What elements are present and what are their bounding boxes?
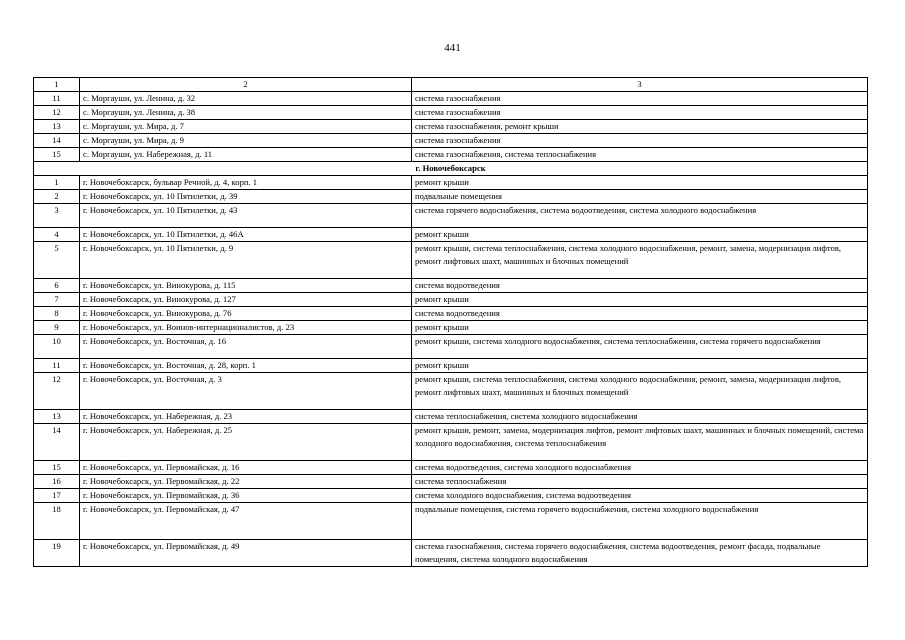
table-row — [34, 489, 868, 503]
row-number: 1 — [34, 176, 80, 190]
row-works: система горячего водоснабжения, система водоотведения, система холодного водоснабжения — [412, 204, 868, 228]
table-row — [34, 475, 868, 489]
row-works: система теплоснабжения, система холодного водоснабжения — [412, 410, 868, 424]
table-row — [34, 424, 868, 461]
row-works: система газоснабжения, система горячего водоснабжения, система водоотведения, ремонт фасада, подвальные помещения, система холодного водоснабжения — [412, 540, 868, 567]
row-address: г. Новочебоксарск, ул. Восточная, д. 28, корп. 1 — [80, 359, 412, 373]
row-address: с. Моргауши, ул. Ленина, д. 38 — [80, 106, 412, 120]
row-address: г. Новочебоксарск, ул. 10 Пятилетки, д. 43 — [80, 204, 412, 228]
row-works: подвальные помещения, система горячего водоснабжения, система холодного водоснабжения — [412, 503, 868, 540]
table-row — [34, 321, 868, 335]
row-address: г. Новочебоксарск, ул. Винокурова, д. 76 — [80, 307, 412, 321]
row-number: 13 — [34, 120, 80, 134]
row-works: система теплоснабжения — [412, 475, 868, 489]
row-number: 13 — [34, 410, 80, 424]
row-address: с. Моргауши, ул. Набережная, д. 11 — [80, 148, 412, 162]
row-address: г. Новочебоксарск, ул. Первомайская, д. 16 — [80, 461, 412, 475]
row-number: 14 — [34, 134, 80, 148]
row-address: г. Новочебоксарск, ул. 10 Пятилетки, д. 9 — [80, 242, 412, 279]
section-title: г. Новочебоксарск — [34, 162, 868, 176]
row-works: система газоснабжения, система теплоснабжения — [412, 148, 868, 162]
row-address: г. Новочебоксарск, ул. Первомайская, д. 47 — [80, 503, 412, 540]
row-works: ремонт крыши — [412, 321, 868, 335]
table-row — [34, 307, 868, 321]
table-row — [34, 120, 868, 134]
row-address: г. Новочебоксарск, ул. Набережная, д. 25 — [80, 424, 412, 461]
row-address: г. Новочебоксарск, ул. 10 Пятилетки, д. 46А — [80, 228, 412, 242]
row-number: 15 — [34, 461, 80, 475]
page-number: 441 — [444, 42, 461, 54]
table-row — [34, 134, 868, 148]
row-works: ремонт крыши — [412, 359, 868, 373]
row-address: г. Новочебоксарск, ул. Набережная, д. 23 — [80, 410, 412, 424]
column-header-1: 1 — [34, 78, 80, 92]
row-works: система водоотведения, система холодного водоснабжения — [412, 461, 868, 475]
row-works: система газоснабжения — [412, 106, 868, 120]
row-works: система газоснабжения — [412, 134, 868, 148]
table-row — [34, 190, 868, 204]
row-address: г. Новочебоксарск, ул. Восточная, д. 3 — [80, 373, 412, 410]
table-row — [34, 176, 868, 190]
table-row — [34, 410, 868, 424]
table-row — [34, 461, 868, 475]
row-address: г. Новочебоксарск, ул. Винокурова, д. 115 — [80, 279, 412, 293]
row-works: система водоотведения — [412, 279, 868, 293]
row-address: с. Моргауши, ул. Мира, д. 9 — [80, 134, 412, 148]
row-address: г. Новочебоксарск, ул. 10 Пятилетки, д. 39 — [80, 190, 412, 204]
row-number: 11 — [34, 92, 80, 106]
column-header-3: 3 — [412, 78, 868, 92]
row-number: 17 — [34, 489, 80, 503]
row-works: система газоснабжения, ремонт крыши — [412, 120, 868, 134]
repair-register-table — [33, 77, 868, 567]
row-number: 9 — [34, 321, 80, 335]
row-number: 5 — [34, 242, 80, 279]
row-works: ремонт крыши, ремонт, замена, модернизация лифтов, ремонт лифтовых шахт, машинных и блочных помещений, система холодного водоснабжения, система теплоснабжения — [412, 424, 868, 461]
row-number: 15 — [34, 148, 80, 162]
table-row — [34, 204, 868, 228]
row-number: 12 — [34, 373, 80, 410]
row-address: г. Новочебоксарск, ул. Первомайская, д. 22 — [80, 475, 412, 489]
table-row — [34, 503, 868, 540]
row-number: 11 — [34, 359, 80, 373]
row-works: подвальные помещения — [412, 190, 868, 204]
row-address: г. Новочебоксарск, ул. Воинов-интернационалистов, д. 23 — [80, 321, 412, 335]
row-address: г. Новочебоксарск, ул. Винокурова, д. 127 — [80, 293, 412, 307]
table-row — [34, 359, 868, 373]
row-works: ремонт крыши — [412, 228, 868, 242]
table-header-row — [34, 78, 868, 92]
table-row — [34, 228, 868, 242]
table-row — [34, 106, 868, 120]
row-number: 16 — [34, 475, 80, 489]
table-row — [34, 148, 868, 162]
row-address: г. Новочебоксарск, бульвар Речной, д. 4, корп. 1 — [80, 176, 412, 190]
row-works: ремонт крыши, система теплоснабжения, система холодного водоснабжения, ремонт, замена, модернизация лифтов, ремонт лифтовых шахт, машинных и блочных помещений — [412, 242, 868, 279]
row-address: с. Моргауши, ул. Мира, д. 7 — [80, 120, 412, 134]
row-address: г. Новочебоксарск, ул. Восточная, д. 16 — [80, 335, 412, 359]
row-number: 14 — [34, 424, 80, 461]
row-address: г. Новочебоксарск, ул. Первомайская, д. 36 — [80, 489, 412, 503]
row-works: ремонт крыши, система холодного водоснабжения, система теплоснабжения, система горячего водоснабжения — [412, 335, 868, 359]
row-number: 2 — [34, 190, 80, 204]
row-works: система холодного водоснабжения, система водоотведения — [412, 489, 868, 503]
row-number: 12 — [34, 106, 80, 120]
table-row — [34, 279, 868, 293]
row-works: ремонт крыши — [412, 176, 868, 190]
section-header-row — [34, 162, 868, 176]
row-number: 19 — [34, 540, 80, 567]
row-works: ремонт крыши, система теплоснабжения, система холодного водоснабжения, ремонт, замена, модернизация лифтов, ремонт лифтовых шахт, машинных и блочных помещений — [412, 373, 868, 410]
row-works: система газоснабжения — [412, 92, 868, 106]
table-row — [34, 293, 868, 307]
table-row — [34, 540, 868, 567]
table-row — [34, 92, 868, 106]
row-works: ремонт крыши — [412, 293, 868, 307]
table-row — [34, 242, 868, 279]
row-number: 8 — [34, 307, 80, 321]
row-address: с. Моргауши, ул. Ленина, д. 32 — [80, 92, 412, 106]
row-number: 18 — [34, 503, 80, 540]
table-row — [34, 335, 868, 359]
row-address: г. Новочебоксарск, ул. Первомайская, д. 49 — [80, 540, 412, 567]
row-works: система водоотведения — [412, 307, 868, 321]
row-number: 10 — [34, 335, 80, 359]
row-number: 4 — [34, 228, 80, 242]
table-row — [34, 373, 868, 410]
row-number: 6 — [34, 279, 80, 293]
row-number: 7 — [34, 293, 80, 307]
row-number: 3 — [34, 204, 80, 228]
column-header-2: 2 — [80, 78, 412, 92]
